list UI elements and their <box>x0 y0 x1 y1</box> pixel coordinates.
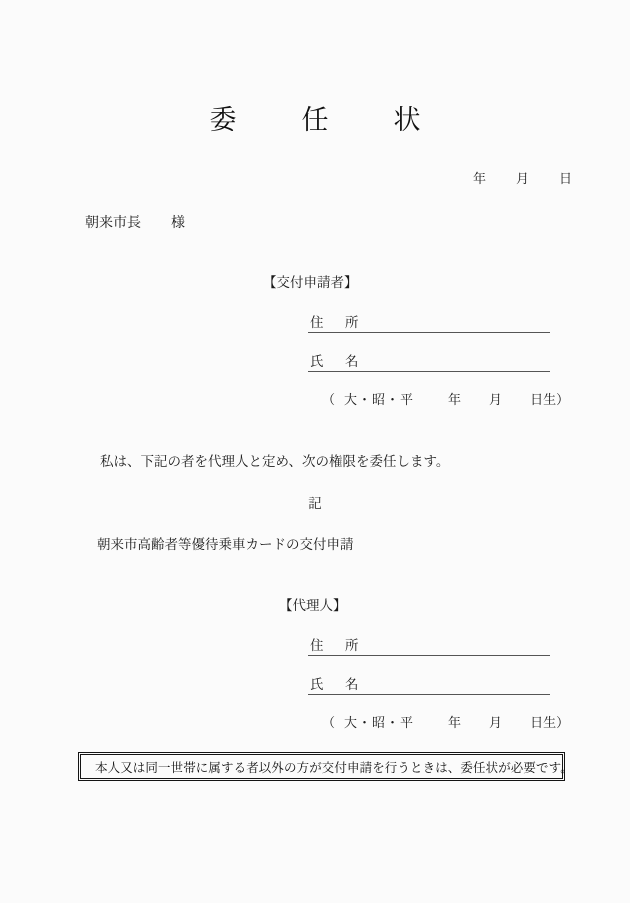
applicant-address-field[interactable] <box>308 310 550 333</box>
ki-marker: 記 <box>308 496 322 512</box>
date-month-label: 月 <box>515 172 529 187</box>
agent-birthdate-line[interactable] <box>322 712 569 731</box>
body-statement: 私は、下記の者を代理人と定め、次の権限を委任します。 <box>100 454 450 470</box>
agent-birth-eras[interactable]: 大・昭・平 <box>344 716 415 731</box>
applicant-birth-day-label: 日生） <box>530 393 570 408</box>
addressee-line <box>85 212 185 232</box>
agent-address-field[interactable] <box>308 633 550 656</box>
agent-name-label: 氏 名 <box>310 677 363 693</box>
agent-birth-year-label: 年 <box>448 716 462 731</box>
applicant-birth-eras[interactable]: 大・昭・平 <box>344 393 415 408</box>
applicant-name-label: 氏 名 <box>310 354 363 370</box>
date-year-label: 年 <box>472 172 486 187</box>
delegated-item: 朝来市高齢者等優待乗車カードの交付申請 <box>97 537 354 553</box>
page-title: 委 任 状 <box>209 105 440 136</box>
addressee-recipient: 朝来市長 <box>85 215 141 231</box>
applicant-birth-paren-open: （ <box>322 393 336 408</box>
agent-birth-day-label: 日生） <box>530 716 570 731</box>
applicant-section-heading: 【交付申請者】 <box>263 275 358 291</box>
agent-address-label: 住 所 <box>310 638 363 654</box>
agent-birth-paren-open: （ <box>322 716 336 731</box>
agent-section-heading: 【代理人】 <box>279 598 347 614</box>
applicant-birth-year-label: 年 <box>448 393 462 408</box>
applicant-birth-month-label: 月 <box>489 393 503 408</box>
notice-text: 本人又は同一世帯に属する者以外の方が交付申請を行うときは、委任状が必要です。 <box>95 759 573 775</box>
applicant-address-label: 住 所 <box>310 315 363 331</box>
agent-birth-month-label: 月 <box>489 716 503 731</box>
applicant-birthdate-line[interactable] <box>322 389 569 408</box>
date-line <box>0 168 630 187</box>
addressee-honorific: 様 <box>171 215 185 231</box>
applicant-name-field[interactable] <box>308 349 550 372</box>
date-day-label: 日 <box>558 172 572 187</box>
agent-name-field[interactable] <box>308 672 550 695</box>
notice-box <box>80 754 573 779</box>
